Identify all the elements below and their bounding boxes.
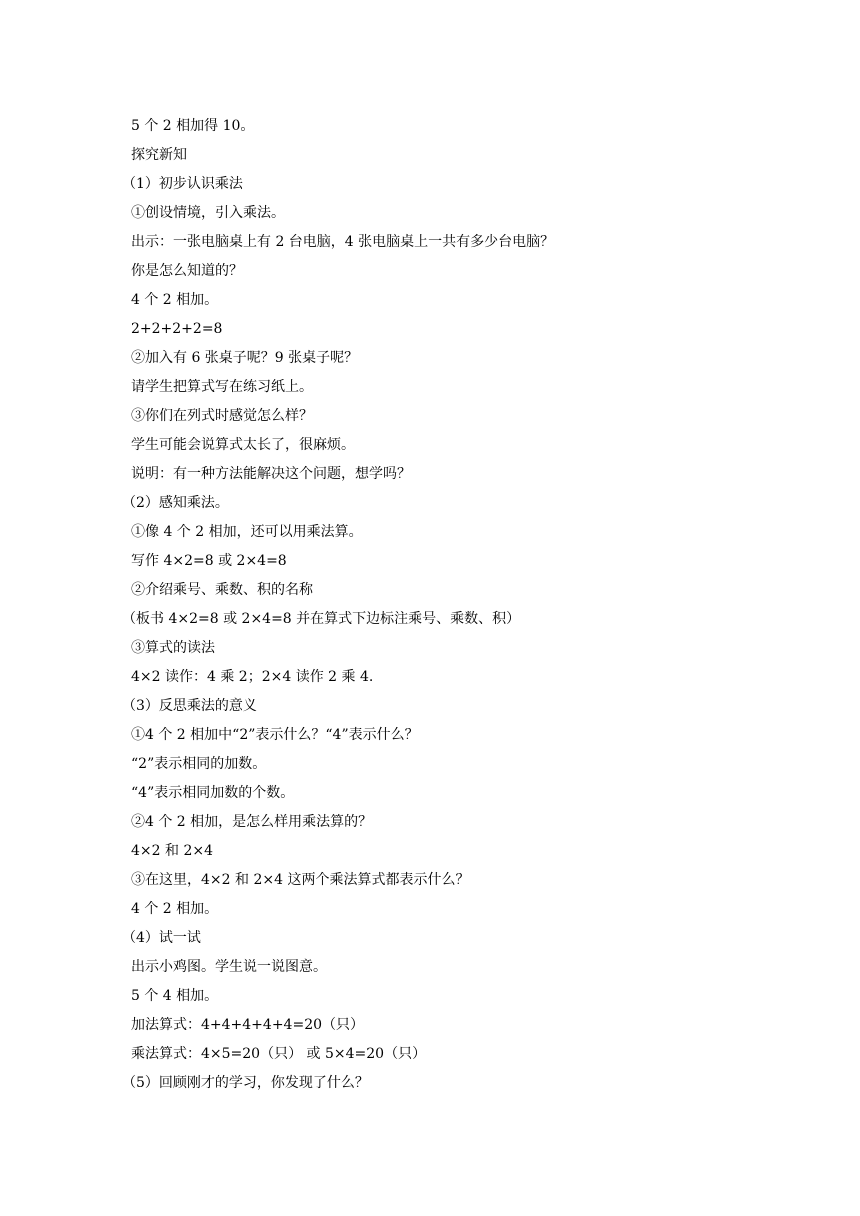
text-line: ②加入有 6 张桌子呢？9 张桌子呢？ xyxy=(131,350,359,366)
text-line: （板书 4×2=8 或 2×4=8 并在算式下边标注乘号、乘数、积） xyxy=(122,611,521,627)
text-line: ②4 个 2 相加，是怎么样用乘法算的？ xyxy=(131,814,373,830)
subsection-heading: （5）回顾刚才的学习，你发现了什么？ xyxy=(122,1075,369,1091)
equation-line: 2+2+2+2=8 xyxy=(131,321,223,337)
text-line: 学生可能会说算式太长了，很麻烦。 xyxy=(131,437,355,453)
text-line: ②介绍乘号、乘数、积的名称 xyxy=(131,582,313,598)
text-line: 出示小鸡图。学生说一说图意。 xyxy=(131,959,327,975)
subsection-heading: （2）感知乘法。 xyxy=(122,495,229,511)
text-line: 4 个 2 相加。 xyxy=(131,292,219,308)
text-line: ③你们在列式时感觉怎么样？ xyxy=(131,408,313,424)
equation-line: 加法算式：4+4+4+4+4=20（只） xyxy=(131,1017,365,1033)
text-line: 出示：一张电脑桌上有 2 台电脑，4 张电脑桌上一共有多少台电脑？ xyxy=(131,234,555,250)
subsection-heading: （4）试一试 xyxy=(122,930,201,946)
subsection-heading: （3）反思乘法的意义 xyxy=(122,698,257,714)
equation-line: 乘法算式：4×5=20（只） 或 5×4=20（只） xyxy=(131,1046,427,1062)
document-body xyxy=(122,112,751,1098)
text-line: 你是怎么知道的？ xyxy=(131,263,243,279)
text-line: 5 个 4 相加。 xyxy=(131,988,219,1004)
equation-line: 4×2 和 2×4 xyxy=(131,843,213,859)
text-line: ③在这里，4×2 和 2×4 这两个乘法算式都表示什么？ xyxy=(131,872,470,888)
text-line: 请学生把算式写在练习纸上。 xyxy=(131,379,313,395)
text-line: “4”表示相同加数的个数。 xyxy=(131,785,295,801)
equation-line: 写作 4×2=8 或 2×4=8 xyxy=(131,553,287,569)
text-line: ①像 4 个 2 相加，还可以用乘法算。 xyxy=(131,524,363,540)
equation-line: 4×2 读作：4 乘 2；2×4 读作 2 乘 4. xyxy=(131,669,374,685)
text-line: 4 个 2 相加。 xyxy=(131,901,219,917)
text-line: “2”表示相同的加数。 xyxy=(131,756,267,772)
section-heading: 探究新知 xyxy=(131,147,187,163)
text-line: 说明：有一种方法能解决这个问题，想学吗？ xyxy=(131,466,411,482)
subsection-heading: （1）初步认识乘法 xyxy=(122,176,243,192)
text-line: 5 个 2 相加得 10。 xyxy=(131,118,255,134)
text-line: ①创设情境，引入乘法。 xyxy=(131,205,285,221)
text-line: ①4 个 2 相加中“2”表示什么？“4”表示什么？ xyxy=(131,727,419,743)
text-line: ③算式的读法 xyxy=(131,640,215,656)
